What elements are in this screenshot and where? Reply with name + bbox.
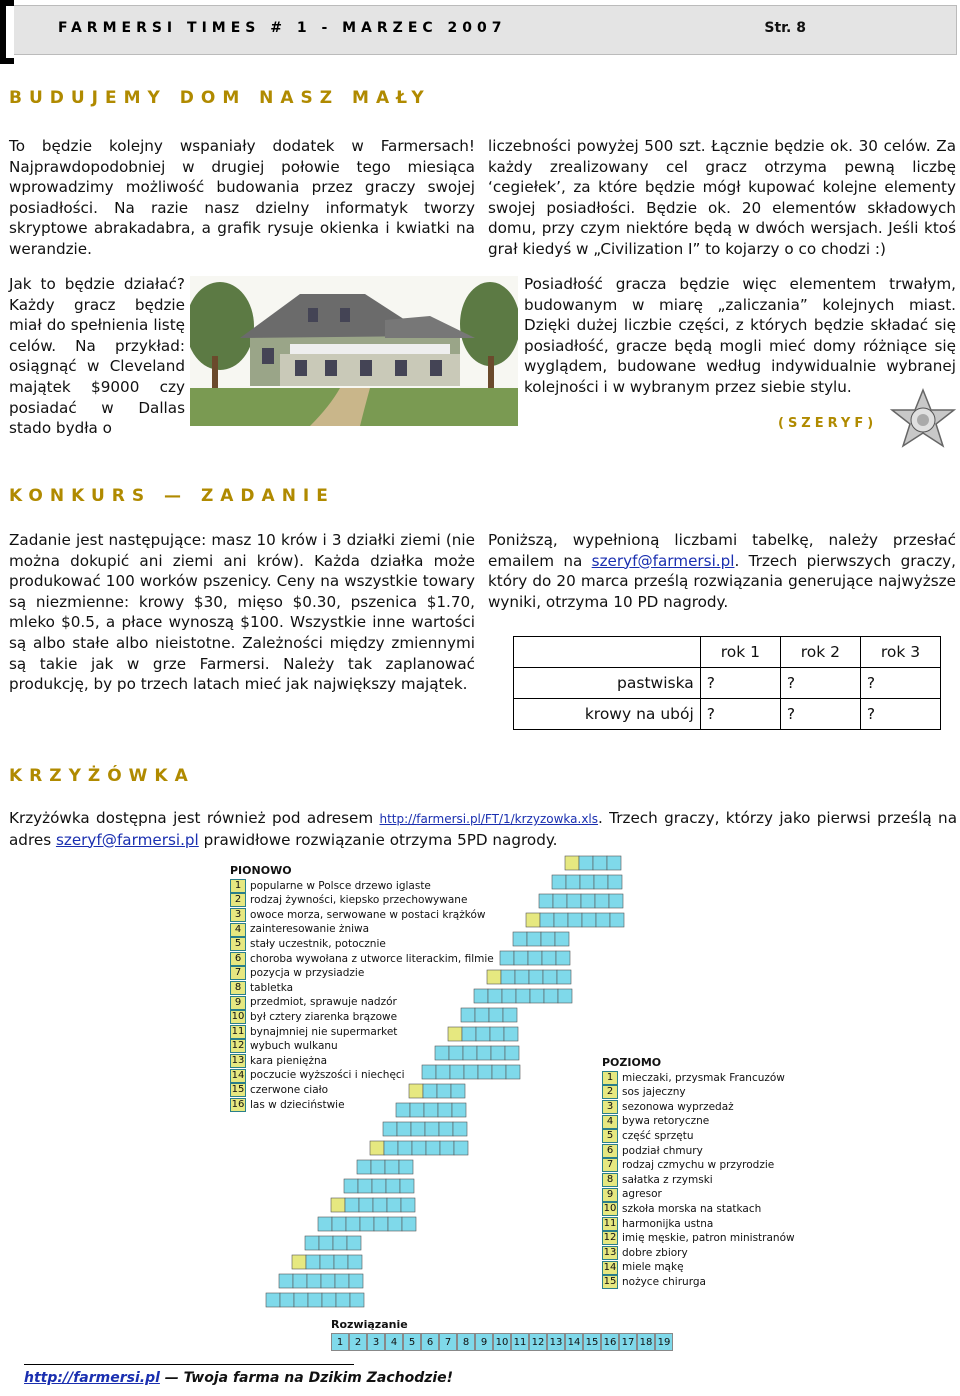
sheriff-star-icon bbox=[888, 388, 958, 460]
crossword-cell[interactable] bbox=[305, 1236, 319, 1250]
crossword-cell[interactable] bbox=[292, 1255, 306, 1269]
crossword-cell[interactable] bbox=[502, 989, 516, 1003]
crossword-cell[interactable] bbox=[439, 1122, 453, 1136]
clue-number: 4 bbox=[230, 923, 246, 937]
crossword-cell[interactable] bbox=[540, 913, 554, 927]
crossword-cell[interactable] bbox=[565, 856, 579, 870]
crossword-cell[interactable] bbox=[608, 875, 622, 889]
text: . Trzech pierwszych graczy, który do 20 marca prześlą rozwiązania generujące najwyższe wyniki, otrzyma 10 PD nagrody. bbox=[488, 551, 956, 611]
paragraph: Posiadłość gracza będzie więc elementem trwałym, budowanym w miarę „zaliczania” kolejnych miast. Dzięki dużej liczbie części, z których będzie składać się posiadłość, gracze będą mogli mieć domy różniące się wyglądem, budowane według indywidualnie wybranej kolejności i w wybranym przez siebie stylu. bbox=[524, 275, 956, 396]
crossword-cell[interactable] bbox=[280, 1293, 294, 1307]
clue-text: miele mąkę bbox=[622, 1261, 684, 1274]
crossword-cell[interactable] bbox=[440, 1141, 454, 1155]
clue-text: bynajmniej nie supermarket bbox=[250, 1025, 398, 1038]
crossword-cell[interactable] bbox=[556, 951, 570, 965]
article-house-right-p1 bbox=[488, 136, 956, 260]
crossword-cell[interactable] bbox=[504, 1027, 518, 1041]
email-link[interactable]: szeryf@farmersi.pl bbox=[55, 830, 199, 849]
clue-text: sos jajeczny bbox=[622, 1086, 686, 1099]
crossword-cell[interactable] bbox=[609, 894, 623, 908]
crossword-cell[interactable] bbox=[320, 1255, 334, 1269]
solution-cell[interactable]: 10 bbox=[493, 1333, 511, 1351]
table-cell: ? bbox=[700, 699, 780, 730]
clue-number: 9 bbox=[602, 1188, 618, 1202]
crossword-cell[interactable] bbox=[388, 1217, 402, 1231]
table-cell: ? bbox=[780, 699, 860, 730]
paragraph: Zadanie jest następujące: masz 10 krów i 3 działki ziemi (nie można dokupić ani ziemi ani krów). Każda działka może produkować 100 worków pszenicy. Ceny na wszystkie towary są niezmienne: krowy $30, mięso $0.30, pszenica $1.70, mleko $0.5, a płace wynoszą $100. Wszystkie inne wartości są albo stałe albo nieistotne. Zależności między zmiennymi są takie jak w grze Farmersi. Należy tak zaplanować produkcję, by po trzech latach mieć jak największy majątek. bbox=[9, 531, 475, 694]
house-illustration bbox=[190, 276, 518, 426]
table-row-label: pastwiska bbox=[514, 668, 701, 699]
footer bbox=[24, 1370, 453, 1386]
table-row-label: krowy na ubój bbox=[514, 699, 701, 730]
clue-item bbox=[602, 1275, 795, 1290]
clue-item bbox=[602, 1158, 795, 1173]
clue-number: 13 bbox=[603, 1247, 617, 1259]
clue-item bbox=[602, 1217, 795, 1232]
crossword-cell[interactable] bbox=[516, 989, 530, 1003]
crossword-cell[interactable] bbox=[372, 1179, 386, 1193]
crossword-cell[interactable] bbox=[383, 1122, 397, 1136]
solution-cell[interactable]: 8 bbox=[457, 1333, 475, 1351]
table-row bbox=[514, 699, 941, 730]
clue-number: 14 bbox=[231, 1069, 245, 1081]
crossword-cell[interactable] bbox=[607, 856, 621, 870]
crossword-cell[interactable] bbox=[308, 1293, 322, 1307]
clue-item bbox=[230, 937, 494, 952]
clue-number: 3 bbox=[602, 1100, 618, 1114]
solution-cells bbox=[331, 1333, 673, 1351]
solution-cell[interactable]: 4 bbox=[385, 1333, 403, 1351]
clue-item bbox=[230, 1098, 494, 1113]
solution-cell[interactable]: 11 bbox=[511, 1333, 529, 1351]
clue-text: harmonijka ustna bbox=[622, 1217, 714, 1230]
table-header-row bbox=[514, 637, 941, 668]
solution-cell[interactable]: 17 bbox=[619, 1333, 637, 1351]
clue-item bbox=[230, 1083, 494, 1098]
author-signature: (SZERYF) bbox=[778, 416, 878, 431]
newspaper-title: FARMERSI TIMES # 1 - MARZEC 2007 bbox=[58, 20, 507, 36]
clue-number: 6 bbox=[602, 1144, 618, 1158]
clue-item bbox=[230, 1025, 494, 1040]
crossword-cell[interactable] bbox=[530, 989, 544, 1003]
clue-number: 11 bbox=[603, 1217, 617, 1229]
crossword-cell[interactable] bbox=[318, 1217, 332, 1231]
solution-cell[interactable]: 19 bbox=[655, 1333, 673, 1351]
crossword-cell[interactable] bbox=[593, 856, 607, 870]
solution-cell[interactable]: 16 bbox=[601, 1333, 619, 1351]
crossword-cell[interactable] bbox=[386, 1179, 400, 1193]
footer-slogan: — Twoja farma na Dzikim Zachodzie! bbox=[159, 1370, 454, 1386]
clues-horizontal bbox=[602, 1056, 795, 1290]
crossword-cell[interactable] bbox=[543, 970, 557, 984]
clue-item bbox=[230, 922, 494, 937]
solution-cell[interactable]: 2 bbox=[349, 1333, 367, 1351]
crossword-cell[interactable] bbox=[553, 894, 567, 908]
crossword-cell[interactable] bbox=[350, 1293, 364, 1307]
clue-item bbox=[602, 1260, 795, 1275]
clue-text: agresor bbox=[622, 1188, 662, 1201]
crossword-cell[interactable] bbox=[501, 970, 515, 984]
crossword-cell[interactable] bbox=[279, 1274, 293, 1288]
crossword-cell[interactable] bbox=[506, 1065, 520, 1079]
crossword-cell[interactable] bbox=[580, 875, 594, 889]
section-title-contest: KONKURS — ZADANIE bbox=[9, 486, 335, 506]
crossword-cell[interactable] bbox=[514, 951, 528, 965]
header-bar bbox=[5, 5, 957, 55]
solution-cell[interactable]: 9 bbox=[475, 1333, 493, 1351]
section-title-house: BUDUJEMY DOM NASZ MAŁY bbox=[9, 88, 431, 108]
clue-number: 8 bbox=[230, 981, 246, 995]
clue-text: owoce morza, serwowane w postaci krążków bbox=[250, 908, 486, 921]
crossword-cell[interactable] bbox=[319, 1236, 333, 1250]
clue-text: stały uczestnik, potocznie bbox=[250, 937, 386, 950]
crossword-cell[interactable] bbox=[552, 875, 566, 889]
crossword-cell[interactable] bbox=[566, 875, 580, 889]
article-house-left-p1 bbox=[9, 136, 475, 260]
table-cell: ? bbox=[700, 668, 780, 699]
clue-text: choroba wywołana z utworce literackim, filmie bbox=[250, 952, 494, 965]
crossword-cell[interactable] bbox=[567, 894, 581, 908]
crossword-cell[interactable] bbox=[412, 1141, 426, 1155]
clue-item bbox=[602, 1187, 795, 1202]
crossword-cell[interactable] bbox=[398, 1141, 412, 1155]
clue-number: 5 bbox=[230, 937, 246, 951]
clue-item bbox=[602, 1129, 795, 1144]
clue-item bbox=[230, 893, 494, 908]
clue-item bbox=[230, 966, 494, 981]
table-cell: ? bbox=[780, 668, 860, 699]
crossword-cell[interactable] bbox=[336, 1293, 350, 1307]
crossword-url-link[interactable]: http://farmersi.pl/FT/1/krzyzowka.xls bbox=[379, 812, 599, 826]
clues-vertical-heading: PIONOWO bbox=[230, 864, 292, 877]
clue-item bbox=[230, 1039, 494, 1054]
solution-cell[interactable]: 15 bbox=[583, 1333, 601, 1351]
clue-number: 8 bbox=[602, 1173, 618, 1187]
crossword-cell[interactable] bbox=[515, 970, 529, 984]
table-cell: ? bbox=[860, 668, 940, 699]
clue-number: 11 bbox=[231, 1025, 245, 1037]
crossword-cell[interactable] bbox=[334, 1255, 348, 1269]
clue-text: rodzaj żywności, kiepsko przechowywane bbox=[250, 894, 468, 907]
clue-number: 15 bbox=[603, 1276, 617, 1288]
clue-text: nożyce chirurga bbox=[622, 1275, 706, 1288]
clue-text: szkoła morska na statkach bbox=[622, 1202, 762, 1215]
crossword-cell[interactable] bbox=[348, 1255, 362, 1269]
clue-text: część sprzętu bbox=[622, 1129, 694, 1142]
crossword-cell[interactable] bbox=[335, 1274, 349, 1288]
clue-text: był cztery ziarenka brązowe bbox=[250, 1010, 398, 1023]
clue-number: 15 bbox=[231, 1084, 245, 1096]
clue-item bbox=[602, 1202, 795, 1217]
text: . Trzech graczy, którzy jako pierwsi prześlą na adres bbox=[9, 809, 957, 849]
clue-item bbox=[230, 1068, 494, 1083]
crossword-cell[interactable] bbox=[293, 1274, 307, 1288]
clue-number: 16 bbox=[231, 1098, 245, 1110]
crossword-cell[interactable] bbox=[384, 1141, 398, 1155]
crossword-cell[interactable] bbox=[370, 1141, 384, 1155]
crossword-cell[interactable] bbox=[332, 1217, 346, 1231]
clue-item bbox=[602, 1114, 795, 1129]
clue-item bbox=[230, 1054, 494, 1069]
clue-number: 12 bbox=[603, 1232, 617, 1244]
paragraph: liczebności powyżej 500 szt. Łącznie będzie ok. 30 celów. Za każdy zrealizowany cel gracz otrzyma pewną liczbę ‘cegiełek’, za które będzie mógł kupować kolejne elementy swojej posiadłości. Będzie ok. 20 elementów składowych domu, przy czym niektóre będą w dwóch wersjach. Jeśli ktoś grał kiedyś w „Civilization I” to kojarzy o co chodzi :) bbox=[488, 137, 956, 258]
crossword-cell[interactable] bbox=[371, 1160, 385, 1174]
crossword-cell[interactable] bbox=[582, 913, 596, 927]
solution-cell[interactable]: 14 bbox=[565, 1333, 583, 1351]
clue-item bbox=[230, 879, 494, 894]
clue-item bbox=[230, 1010, 494, 1025]
crossword-cell[interactable] bbox=[505, 1046, 519, 1060]
crossword-cell[interactable] bbox=[266, 1293, 280, 1307]
crossword-cell[interactable] bbox=[528, 951, 542, 965]
clue-text: las w dzieciństwie bbox=[250, 1098, 345, 1111]
article-house-right-p2 bbox=[524, 274, 956, 398]
footer-divider bbox=[24, 1364, 354, 1365]
clue-text: rodzaj czmychu w przyrodzie bbox=[622, 1159, 775, 1172]
solution-cell[interactable]: 5 bbox=[403, 1333, 421, 1351]
text: Poniższą, wypełnioną liczbami tabelkę, należy przesłać emailem na bbox=[488, 531, 956, 570]
crossword-cell[interactable] bbox=[387, 1198, 401, 1212]
crossword-cell[interactable] bbox=[357, 1160, 371, 1174]
clue-number: 1 bbox=[602, 1071, 618, 1085]
clue-number: 10 bbox=[603, 1203, 617, 1215]
solution-cell[interactable]: 7 bbox=[439, 1333, 457, 1351]
crossword-cell[interactable] bbox=[374, 1217, 388, 1231]
crossword-cell[interactable] bbox=[568, 913, 582, 927]
crossword-cell[interactable] bbox=[373, 1198, 387, 1212]
clue-number: 14 bbox=[603, 1261, 617, 1273]
clue-item bbox=[602, 1246, 795, 1261]
clue-number: 9 bbox=[230, 996, 246, 1010]
contest-task bbox=[9, 530, 475, 695]
clue-item bbox=[602, 1100, 795, 1115]
crossword-cell[interactable] bbox=[426, 1141, 440, 1155]
crossword-cell[interactable] bbox=[322, 1293, 336, 1307]
clue-number: 7 bbox=[602, 1158, 618, 1172]
text: Krzyżówka dostępna jest również pod adresem bbox=[9, 809, 380, 827]
clue-number: 6 bbox=[230, 952, 246, 966]
clue-number: 10 bbox=[231, 1011, 245, 1023]
text: prawidłowe rozwiązanie otrzyma 5PD nagrody. bbox=[198, 830, 558, 849]
clue-item bbox=[230, 952, 494, 967]
crossword-cell[interactable] bbox=[344, 1179, 358, 1193]
answer-table bbox=[513, 636, 941, 730]
clue-text: czerwone ciało bbox=[250, 1083, 329, 1096]
crossword-cell[interactable] bbox=[581, 894, 595, 908]
crossword-cell[interactable] bbox=[554, 913, 568, 927]
solution-cell[interactable]: 13 bbox=[547, 1333, 565, 1351]
clue-text: sezonowa wyprzedaż bbox=[622, 1100, 734, 1113]
clue-text: imię męskie, patron ministranów bbox=[622, 1232, 795, 1245]
clue-number: 2 bbox=[230, 893, 246, 907]
clue-number: 4 bbox=[602, 1115, 618, 1129]
crossword-cell[interactable] bbox=[529, 970, 543, 984]
crossword-cell[interactable] bbox=[349, 1274, 363, 1288]
clue-item bbox=[602, 1085, 795, 1100]
contest-instructions bbox=[488, 530, 956, 612]
crossword-cell[interactable] bbox=[500, 951, 514, 965]
solution-cell[interactable]: 18 bbox=[637, 1333, 655, 1351]
crossword-cell[interactable] bbox=[503, 1008, 517, 1022]
crossword-solution bbox=[331, 1318, 673, 1351]
clue-text: sałatka z rzymski bbox=[622, 1173, 713, 1186]
crossword-cell[interactable] bbox=[359, 1198, 373, 1212]
clue-number: 5 bbox=[602, 1129, 618, 1143]
table-cell: ? bbox=[860, 699, 940, 730]
solution-cell[interactable]: 3 bbox=[367, 1333, 385, 1351]
crossword-cell[interactable] bbox=[360, 1217, 374, 1231]
clue-item bbox=[230, 995, 494, 1010]
site-link[interactable]: http://farmersi.pl bbox=[24, 1370, 160, 1386]
crossword-cell[interactable] bbox=[397, 1122, 411, 1136]
crossword-cell[interactable] bbox=[331, 1198, 345, 1212]
crossword-cell[interactable] bbox=[453, 1122, 467, 1136]
clue-item bbox=[230, 908, 494, 923]
clue-number: 1 bbox=[230, 879, 246, 893]
clue-text: dobre zbiory bbox=[622, 1246, 688, 1259]
crossword-cell[interactable] bbox=[385, 1160, 399, 1174]
crossword-cell[interactable] bbox=[513, 932, 527, 946]
clue-text: poczucie wyższości i niechęci bbox=[250, 1069, 405, 1082]
clue-number: 12 bbox=[231, 1040, 245, 1052]
clue-item bbox=[602, 1231, 795, 1246]
crossword-cell[interactable] bbox=[558, 989, 572, 1003]
crossword-cell[interactable] bbox=[595, 894, 609, 908]
solution-cell[interactable]: 1 bbox=[331, 1333, 349, 1351]
clue-text: bywa retoryczne bbox=[622, 1115, 710, 1128]
clue-text: wybuch wulkanu bbox=[250, 1040, 338, 1053]
crossword-cell[interactable] bbox=[610, 913, 624, 927]
crossword-cell[interactable] bbox=[402, 1217, 416, 1231]
clue-text: popularne w Polsce drzewo iglaste bbox=[250, 879, 431, 892]
crossword-cell[interactable] bbox=[526, 913, 540, 927]
table-header: rok 2 bbox=[780, 637, 860, 668]
crossword-cell[interactable] bbox=[307, 1274, 321, 1288]
crossword-cell[interactable] bbox=[579, 856, 593, 870]
clues-horizontal-heading: POZIOMO bbox=[602, 1056, 662, 1069]
clue-number: 7 bbox=[230, 966, 246, 980]
crossword-cell[interactable] bbox=[306, 1255, 320, 1269]
crossword-cell[interactable] bbox=[492, 1065, 506, 1079]
crossword-cell[interactable] bbox=[346, 1217, 360, 1231]
article-house-left-p2 bbox=[9, 274, 185, 439]
table-header: rok 3 bbox=[860, 637, 940, 668]
crossword-cell[interactable] bbox=[411, 1122, 425, 1136]
clue-text: przedmiot, sprawuje nadzór bbox=[250, 996, 397, 1009]
paragraph: To będzie kolejny wspaniały dodatek w Farmersach! Najprawdopodobniej w drugiej połowie tego miesiąca wprowadzimy możliwość budowania przez graczy swojej posiadłości. Na razie nasz dzielny informatyk tworzy skryptowe abrakadabra, a grafik rysuje okienka i kwiatki na werandzie. bbox=[9, 137, 475, 258]
clue-text: zainteresowanie żniwa bbox=[250, 923, 370, 936]
clues-vertical bbox=[230, 864, 494, 1112]
clue-item bbox=[602, 1144, 795, 1159]
crossword-cell[interactable] bbox=[400, 1179, 414, 1193]
clue-number: 3 bbox=[230, 908, 246, 922]
paragraph: Jak to będzie działać? Każdy gracz będzie miał do spełnienia listę celów. Na przykład: osiągnąć w Cleveland majątek $9000 czy posiadać w Dallas stado bydła o bbox=[9, 275, 185, 438]
clue-item bbox=[230, 981, 494, 996]
email-link[interactable]: szeryf@farmersi.pl bbox=[591, 551, 735, 570]
crossword-cell[interactable] bbox=[345, 1198, 359, 1212]
crossword-cell[interactable] bbox=[541, 932, 555, 946]
crossword-cell[interactable] bbox=[527, 932, 541, 946]
clue-item bbox=[602, 1173, 795, 1188]
table-cell bbox=[514, 637, 701, 668]
crossword-cell[interactable] bbox=[555, 932, 569, 946]
clue-item bbox=[602, 1071, 795, 1086]
crossword-cell[interactable] bbox=[347, 1236, 361, 1250]
crossword-cell[interactable] bbox=[594, 875, 608, 889]
clue-text: podział chmury bbox=[622, 1144, 703, 1157]
crossword-cell[interactable] bbox=[401, 1198, 415, 1212]
clue-number: 13 bbox=[231, 1055, 245, 1067]
crossword-cell[interactable] bbox=[294, 1293, 308, 1307]
crossword-cell[interactable] bbox=[399, 1160, 413, 1174]
crossword-cell[interactable] bbox=[544, 989, 558, 1003]
solution-cell[interactable]: 12 bbox=[529, 1333, 547, 1351]
crossword-cell[interactable] bbox=[539, 894, 553, 908]
clue-text: mieczaki, przysmak Francuzów bbox=[622, 1071, 785, 1084]
crossword-cell[interactable] bbox=[333, 1236, 347, 1250]
clue-text: kara pieniężna bbox=[250, 1054, 328, 1067]
table-row bbox=[514, 668, 941, 699]
solution-heading: Rozwiązanie bbox=[331, 1318, 408, 1331]
crossword-cell[interactable] bbox=[454, 1141, 468, 1155]
crossword-cell[interactable] bbox=[596, 913, 610, 927]
table-header: rok 1 bbox=[700, 637, 780, 668]
crossword-cell[interactable] bbox=[358, 1179, 372, 1193]
clue-text: tabletka bbox=[250, 981, 294, 994]
page-number: Str. 8 bbox=[764, 20, 806, 36]
clue-text: pozycja w przysiadzie bbox=[250, 967, 365, 980]
paragraph bbox=[488, 530, 956, 612]
bracket-decoration bbox=[0, 0, 14, 64]
solution-cell[interactable]: 6 bbox=[421, 1333, 439, 1351]
section-title-crossword: KRZYŻÓWKA bbox=[9, 766, 195, 786]
crossword-cell[interactable] bbox=[425, 1122, 439, 1136]
crossword-cell[interactable] bbox=[542, 951, 556, 965]
clue-number: 2 bbox=[602, 1085, 618, 1099]
crossword-cell[interactable] bbox=[321, 1274, 335, 1288]
crossword-cell[interactable] bbox=[557, 970, 571, 984]
